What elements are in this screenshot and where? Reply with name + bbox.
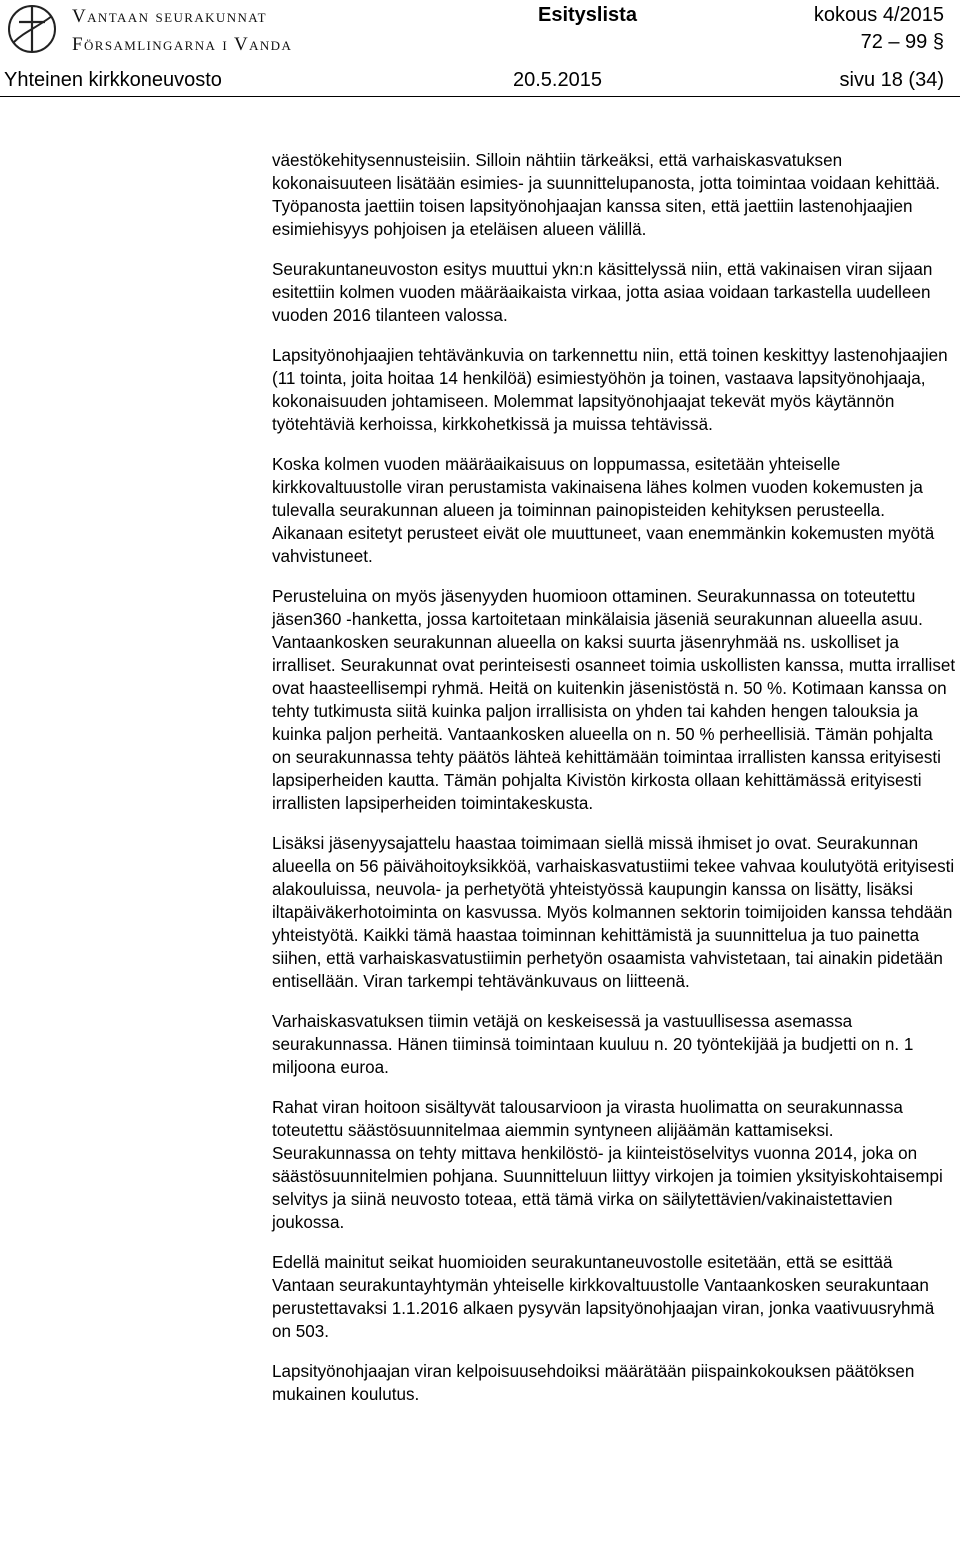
header-divider	[0, 96, 960, 97]
paragraph: Lapsityönohjaajien tehtävänkuvia on tarkennettu niin, että toinen keskittyy lastenohjaajien (11 tointa, joita hoitaa 14 henkilöä) esimiestyöhön ja toinen, vastaava lapsityönohjaaja, kokonaisuuden johtamiseen. Molemmat lapsityönohjaajat tekevät myös käytännön työtehtäviä kerhoissa, kirkkohetkissä ja muissa tehtävissä.	[272, 346, 948, 434]
paragraph: Edellä mainitut seikat huomioiden seurakuntaneuvostolle esitetään, että se esittää Vantaan seurakuntayhtymän yhteiselle kirkkovaltuustolle Vantaankosken seurakuntaan perustettavaksi 1.1.2016 alkaen pysyvän lapsityönohjaajan viran, jonka vaativuusryhmä on 503.	[272, 1253, 935, 1341]
meeting-number: kokous 4/2015	[813, 4, 944, 26]
paragraph: Varhaiskasvatuksen tiimin vetäjä on keskeisessä ja vastuullisessa asemassa seurakunnassa. Hänen tiiminsä toimintaan kuuluu n. 20 työntekijää ja budjetti on n. 1 miljoona euroa.	[272, 1012, 914, 1077]
paragraph: väestökehitysennusteisiin. Silloin nähtiin tärkeäksi, että varhaiskasvatuksen kokonaisuuteen lisätään esimies- ja suunnittelupanosta, jotta toimintaa voidaan kehittää. Työpanosta jaettiin toisen lapsityönohjaajan kanssa siten, että jaettiin lastenohjaajien esimiehisyys pohjoisen ja eteläisen alueen välillä.	[272, 151, 941, 239]
paragraph: Rahat viran hoitoon sisältyvät talousarvioon ja virasta huolimatta on seurakunnassa toteutettu säästösuunnitelmaa aiemmin syntyneen alijäämän kattamiseksi. Seurakunnassa on tehty mittava henkilöstö- ja kiinteistöselvitys vuonna 2014, joka on säästösuunnitelmien pohjana. Suunnitteluun liittyy virkojen ja toimien yksityiskohtaisempi selvitys ja siinä neuvosto toteaa, että tämä virka on säilytettävien/vakinaistettavien joukossa.	[272, 1098, 943, 1232]
document-title: Esityslista	[538, 4, 637, 26]
paragraph: Lapsityönohjaajan viran kelpoisuusehdoiksi määrätään piispainkokouksen päätöksen mukainen koulutus.	[272, 1362, 915, 1404]
document-body	[272, 149, 956, 1423]
paragraph: Perusteluina on myös jäsenyyden huomioon ottaminen. Seurakunnassa on toteutettu jäsen360 -hanketta, jossa kartoitetaan minkälaisia jäseniä seurakunnan alueella asuu. Vantaankosken seurakunnan alueella on kaksi suurta jäsenryhmää ns. uskolliset ja irralliset. Seurakunnat ovat perinteisesti osanneet toimia uskollisten kanssa, mutta irralliset ovat haasteellisempi ryhmä. Heitä on kuitenkin jäsenistöstä n. 50 %. Kotimaan kanssa on tehty tutkimusta siitä kuinka paljon irrallisista on yhden tai kahden hengen talouksia ja kuinka paljon perheitä. Vantaankosken alueella on n. 50 % perheellisiä. Tämän pohjalta on seurakunnassa tehty päätös lähteä kehittämään toimintaa irrallisten kanssa erityisesti lapsiperheiden kautta. Tämän pohjalta Kivistön kirkosta ollaan kehittämässä erityisesti irrallisten lapsiperheiden toimintakeskusta.	[272, 587, 956, 813]
section-range: 72 – 99 §	[860, 31, 944, 53]
meeting-date: 20.5.2015	[513, 69, 602, 91]
org-name-sv: Församlingarna i Vanda	[72, 34, 293, 55]
page-number: sivu 18 (34)	[839, 69, 944, 91]
governing-body: Yhteinen kirkkoneuvosto	[4, 69, 222, 91]
org-name-fi: Vantaan seurakunnat	[72, 6, 267, 27]
paragraph: Koska kolmen vuoden määräaikaisuus on loppumassa, esitetään yhteiselle kirkkovaltuustolle viran perustamista vakinaisena lähes kolmen vuoden kokemusten ja tulevalla seurakunnan alueen ja toiminnan painopisteiden kehityksen perusteella. Aikanaan esitetyt perusteet eivät ole muuttuneet, vaan enemmänkin kokemusten myötä vahvistuneet.	[272, 455, 935, 566]
paragraph: Lisäksi jäsenyysajattelu haastaa toimimaan siellä missä ihmiset jo ovat. Seurakunnan alueella on 56 päivähoitoyksikköä, varhaiskasvatustiimi tekee vahvaa koulutyötä erityisesti alakouluissa, neuvola- ja perhetyötä yhteistyössä kaupungin kanssa on lisätty, lisäksi iltapäiväkerhotoiminta on kasvussa. Myös kolmannen sektorin toimijoiden kanssa tehdään yhteistyötä. Kaikki tämä haastaa toiminnan kehittämistä ja suunnittelua ja tuo painetta siihen, että varhaiskasvatustiimin perhetyön osaamista vahvistetaan, tai ainakin pidetään entisellään. Viran tarkempi tehtävänkuvaus on liitteenä.	[272, 834, 955, 991]
paragraph: Seurakuntaneuvoston esitys muuttui ykn:n käsittelyssä niin, että vakinaisen viran sijaan esitettiin kolmen vuoden määräaikaista virkaa, jotta asiaa voidaan tarkastella uudelleen vuoden 2016 tilanteen valossa.	[272, 260, 933, 325]
document-header	[0, 0, 960, 100]
cross-logo-icon	[6, 2, 58, 56]
